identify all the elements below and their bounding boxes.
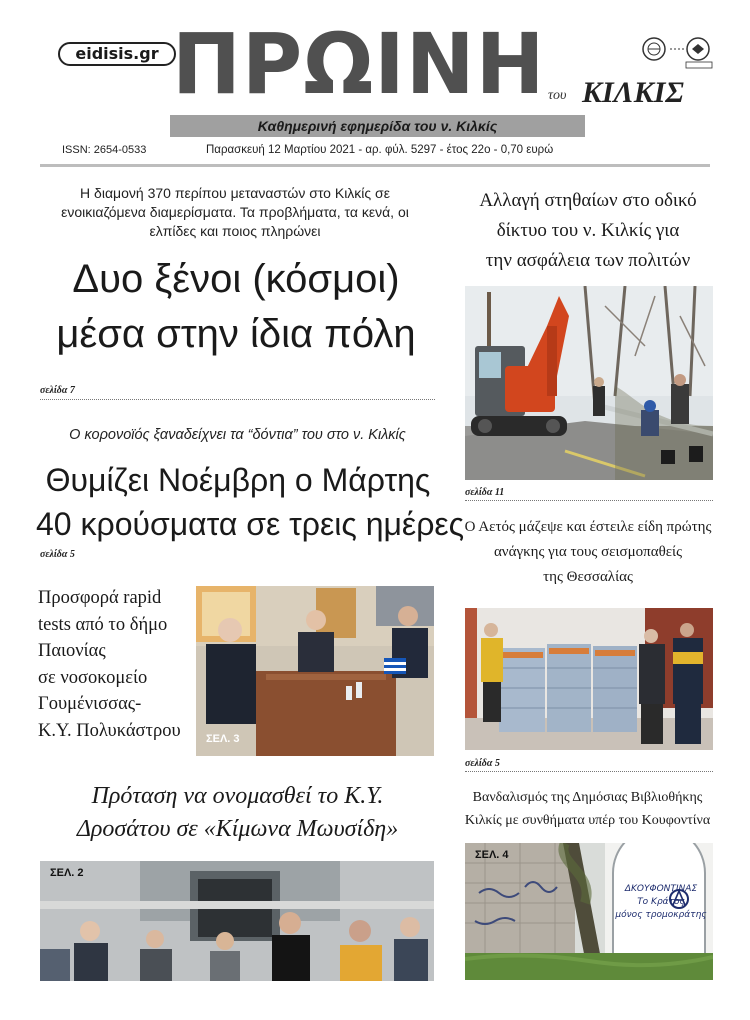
graffiti-photo[interactable]: [465, 843, 713, 980]
eagle-headline-line-3: της Θεσσαλίας: [543, 569, 633, 585]
lead-headline-line-1: Δυο ξένοι (κόσμοι): [72, 257, 400, 301]
eagle-headline-line-2: ανάγκης για τους σεισμοπαθείς: [493, 544, 683, 560]
eagle-headline-line-1: Ο Αετός μάζεψε και έστειλε είδη πρώτης: [464, 519, 712, 535]
rapid-line: tests από το δήμο: [38, 614, 168, 635]
lead-story-headline[interactable]: [40, 252, 432, 362]
tagline: Καθημερινή εφημερίδα του ν. Κιλκίς: [257, 118, 498, 134]
graffiti-line: μόνος τρομοκράτης: [615, 910, 707, 920]
road-story-page-ref: σελίδα 11: [465, 487, 505, 498]
covid-story-page-ref: σελίδα 5: [40, 549, 75, 560]
meeting-photo-tag: ΣΕΛ. 3: [206, 733, 240, 745]
site-badge[interactable]: eidisis.gr: [58, 42, 176, 66]
issn: ISSN: 2654-0533: [62, 144, 147, 156]
newspaper-title-suffix: του: [548, 88, 567, 103]
graffiti-line: Το Κράτος: [637, 897, 685, 907]
rapid-line: σε νοσοκομείο: [38, 667, 148, 688]
excavator-photo[interactable]: [465, 286, 713, 480]
road-story-divider: [465, 500, 713, 501]
covid-headline-line-1: Θυμίζει Νοέμβρη ο Μάρτης: [45, 462, 431, 498]
road-headline-line-2: δίκτυο του ν. Κιλκίς για: [496, 220, 680, 241]
donations-photo[interactable]: [465, 608, 713, 750]
covid-story-kicker: Ο κορονοϊός ξαναδείχνει τα “δόντια” του στο ν. Κιλκίς: [69, 427, 406, 443]
rapid-tests-headline[interactable]: [38, 585, 198, 744]
lead-story-page-ref: σελίδα 7: [40, 385, 75, 396]
donations-photo-image: [465, 608, 713, 750]
eagle-story-divider: [465, 771, 713, 772]
rapid-line: Γουμένισσας-: [38, 694, 142, 714]
library-headline-line-1: Βανδαλισμός της Δημόσιας Βιβλιοθήκης: [472, 790, 703, 805]
rapid-line: Κ.Υ. Πολυκάστρου: [38, 720, 181, 741]
graffiti-photo-tag: ΣΕΛ. 4: [475, 849, 509, 861]
newspaper-title: ΠΡΩΙΝΗ: [172, 15, 546, 113]
road-headline-line-3: την ασφάλεια των πολιτών: [485, 250, 691, 271]
lead-story-divider: [40, 399, 435, 400]
newspaper-region: ΚΙΛΚΙΣ: [582, 76, 684, 109]
library-story-headline[interactable]: [455, 786, 720, 832]
rename-story-headline[interactable]: [40, 780, 435, 846]
graffiti-slogan: [613, 883, 709, 922]
lead-headline-line-2: μέσα στην ίδια πόλη: [56, 312, 416, 356]
ceremony-photo-image: [40, 861, 434, 981]
issue-info: Παρασκευή 12 Μαρτίου 2021 - αρ. φύλ. 5297 - έτος 22ο - 0,70 ευρώ: [206, 144, 554, 156]
covid-story-headline[interactable]: [36, 458, 465, 546]
library-headline-line-2: Κιλκίς με συνθήματα υπέρ του Κουφοντίνα: [464, 813, 711, 828]
excavator-photo-image: [465, 286, 713, 480]
ceremony-photo[interactable]: [40, 861, 434, 981]
lead-story-kicker: Η διαμονή 370 περίπου μεταναστών στο Κιλκίς σε ενοικιαζόμενα διαμερίσματα. Τα προβλήματα, τα κενά, οι ελπίδες και ποιος πληρώνει: [61, 185, 409, 239]
eagle-story-page-ref: σελίδα 5: [465, 758, 500, 769]
publisher-seals-icon: [640, 36, 720, 70]
masthead-divider: [40, 164, 710, 167]
rename-headline-line-1: Πρόταση να ονομασθεί το Κ.Υ.: [91, 783, 384, 809]
meeting-photo[interactable]: [196, 586, 434, 756]
road-headline-line-1: Αλλαγή στηθαίων στο οδικό: [479, 190, 697, 211]
covid-headline-line-2: 40 κρούσματα σε τρεις ημέρες: [36, 506, 465, 542]
meeting-photo-image: [196, 586, 434, 756]
rename-headline-line-2: Δροσάτου σε «Κίμωνα Μωυσίδη»: [76, 816, 399, 842]
ceremony-photo-tag: ΣΕΛ. 2: [50, 867, 84, 879]
rapid-line: Παιονίας: [38, 641, 106, 661]
road-story-headline[interactable]: [462, 186, 714, 276]
eagle-story-headline[interactable]: [462, 515, 714, 590]
rapid-line: Προσφορά rapid: [38, 588, 162, 608]
graffiti-line: ΔΚΟΥΦΟΝΤΙΝΑΣ: [624, 884, 698, 894]
